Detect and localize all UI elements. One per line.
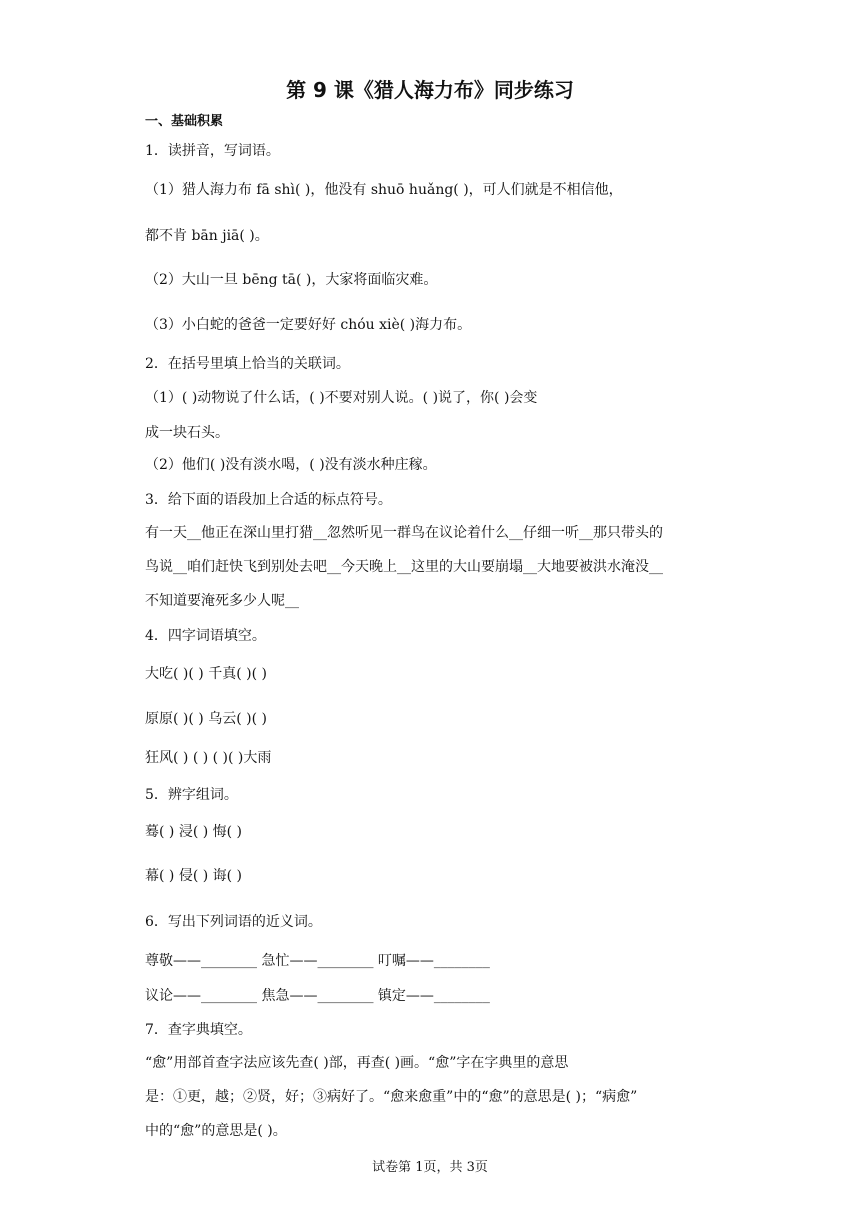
- question-text-line: 不知道要淹死多少人呢__: [145, 593, 299, 609]
- question-text-line: （1）( )动物说了什么话，( )不要对别人说。( )说了，你( )会变: [145, 390, 538, 406]
- question-text-line: 是：①更，越；②贤，好；③病好了。“愈来愈重”中的“愈”的意思是( )；“病愈”: [145, 1089, 638, 1105]
- question-text-line: 成一块石头。: [145, 425, 229, 441]
- question-text-line: （3）小白蛇的爸爸一定要好好 chóu xiè( )海力布。: [145, 317, 472, 333]
- section-heading: 一、基础积累: [145, 114, 224, 129]
- question-text-line: 有一天__他正在深山里打猎__忽然听见一群鸟在议论着什么__仔细一听__那只带头的: [145, 525, 663, 541]
- question-text-line: 议论——________ 焦急——________ 镇定——________: [145, 988, 490, 1004]
- question-text-line: 鸟说__咱们赶快飞到别处去吧__今天晚上__这里的大山要崩塌__大地要被洪水淹没__: [145, 559, 663, 575]
- question-5: 5．辨字组词。: [145, 787, 238, 803]
- page-footer: 试卷第 1页，共 3页: [372, 1160, 488, 1175]
- question-2: 2．在括号里填上恰当的关联词。: [145, 356, 350, 372]
- question-text-line: （2）大山一旦 bēng tā( )，大家将面临灾难。: [145, 272, 438, 288]
- page-title: 第 9 课《猎人海力布》同步练习: [286, 78, 574, 102]
- question-text-line: “愈”用部首查字法应该先查( )部，再查( )画。“愈”字在字典里的意思: [145, 1055, 569, 1071]
- question-text-line: 尊敬——________ 急忙——________ 叮嘱——________: [145, 953, 490, 969]
- question-text-line: 狂风( ) ( ) ( )( )大雨: [145, 750, 272, 766]
- question-1: 1．读拼音，写词语。: [145, 143, 280, 159]
- question-text-line: 幕( ) 侵( ) 诲( ): [145, 868, 243, 884]
- question-text-line: 都不肯 bān jiā( )。: [145, 228, 269, 244]
- question-3: 3．给下面的语段加上合适的标点符号。: [145, 492, 392, 508]
- question-text-line: 蓦( ) 浸( ) 悔( ): [145, 824, 243, 840]
- question-6: 6．写出下列词语的近义词。: [145, 914, 322, 930]
- question-7: 7．查字典填空。: [145, 1022, 252, 1038]
- question-text-line: 大吃( )( ) 千真( )( ): [145, 666, 267, 682]
- question-text-line: 原原( )( ) 乌云( )( ): [145, 711, 267, 727]
- question-4: 4．四字词语填空。: [145, 628, 266, 644]
- question-text-line: 中的“愈”的意思是( )。: [145, 1123, 287, 1139]
- question-text-line: （1）猎人海力布 fā shì( )，他没有 shuō huǎng( )，可人们就是不相信他，: [145, 182, 623, 198]
- question-text-line: （2）他们( )没有淡水喝，( )没有淡水种庄稼。: [145, 457, 437, 473]
